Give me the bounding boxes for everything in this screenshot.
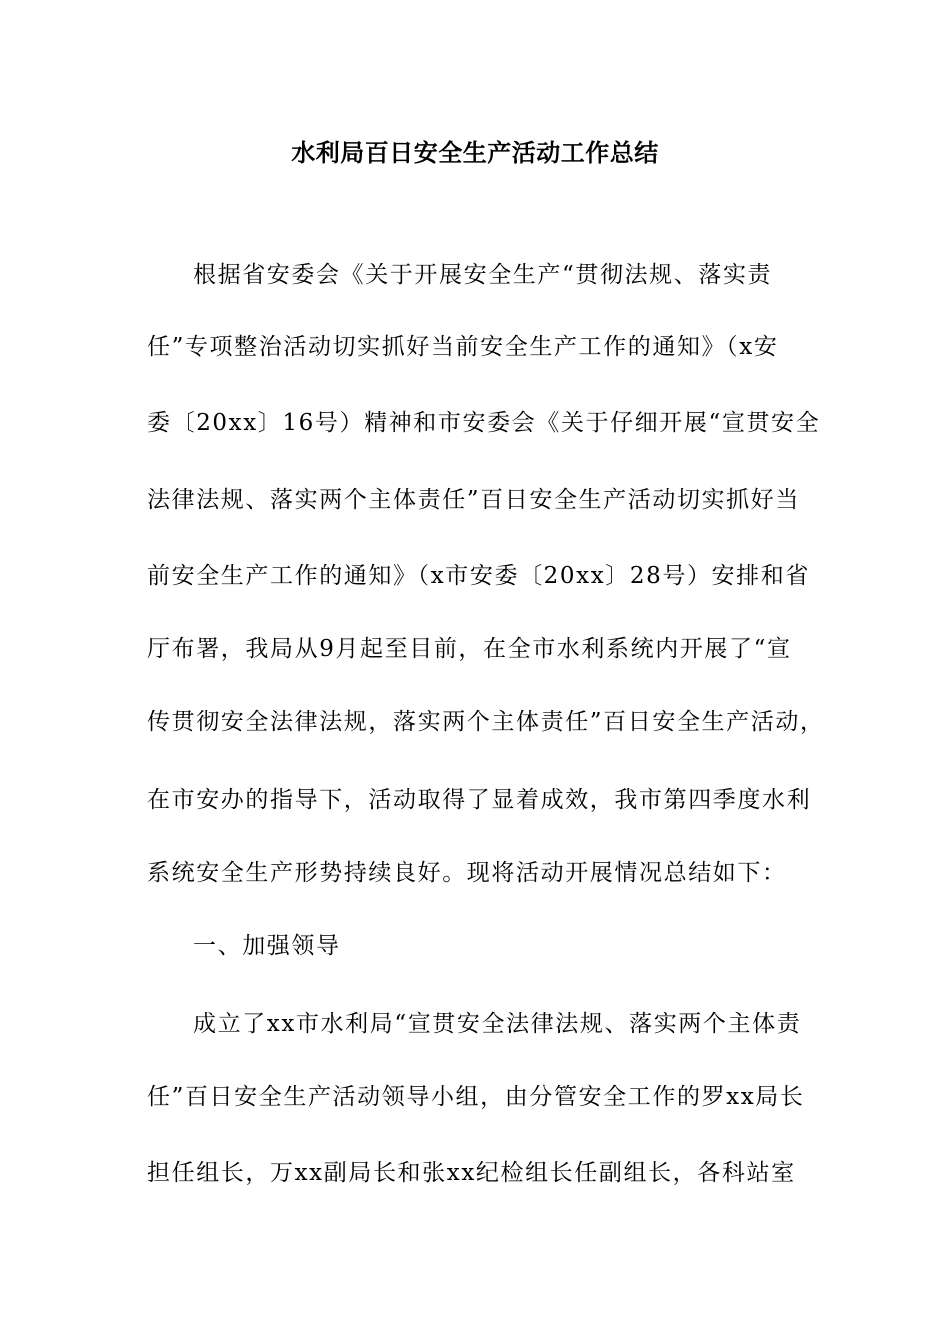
paragraph-line: 任”百日安全生产活动领导小组，由分管安全工作的罗xx局长 bbox=[147, 1084, 805, 1110]
paragraph-line: 成立了xx市水利局“宣贯安全法律法规、落实两个主体责 bbox=[193, 1011, 802, 1037]
paragraph-line: 任”专项整治活动切实抓好当前安全生产工作的通知》（x安 bbox=[147, 334, 779, 360]
paragraph-line: 在市安办的指导下，活动取得了显着成效，我市第四季度水利 bbox=[147, 787, 812, 813]
paragraph-line: 系统安全生产形势持续良好。现将活动开展情况总结如下： bbox=[147, 860, 787, 886]
section-heading: 一、加强领导 bbox=[193, 933, 341, 959]
paragraph-line: 根据省安委会《关于开展安全生产“贯彻法规、落实责 bbox=[193, 262, 773, 288]
paragraph-line: 法律法规、落实两个主体责任”百日安全生产活动切实抓好当 bbox=[147, 487, 800, 513]
paragraph-line: 前安全生产工作的通知》（x市安委〔20xx〕28号）安排和省 bbox=[147, 563, 810, 589]
paragraph-line: 传贯彻安全法律法规，落实两个主体责任”百日安全生产活动， bbox=[147, 709, 825, 735]
paragraph-line: 担任组长，万xx副局长和张xx纪检组长任副组长，各科站室 bbox=[147, 1160, 796, 1186]
paragraph-line: 委〔20xx〕16号）精神和市安委会《关于仔细开展“宣贯安全 bbox=[147, 410, 821, 436]
paragraph-line: 厅布署，我局从9月起至目前，在全市水利系统内开展了“宣 bbox=[147, 636, 792, 662]
document-title: 水利局百日安全生产活动工作总结 bbox=[291, 139, 659, 167]
